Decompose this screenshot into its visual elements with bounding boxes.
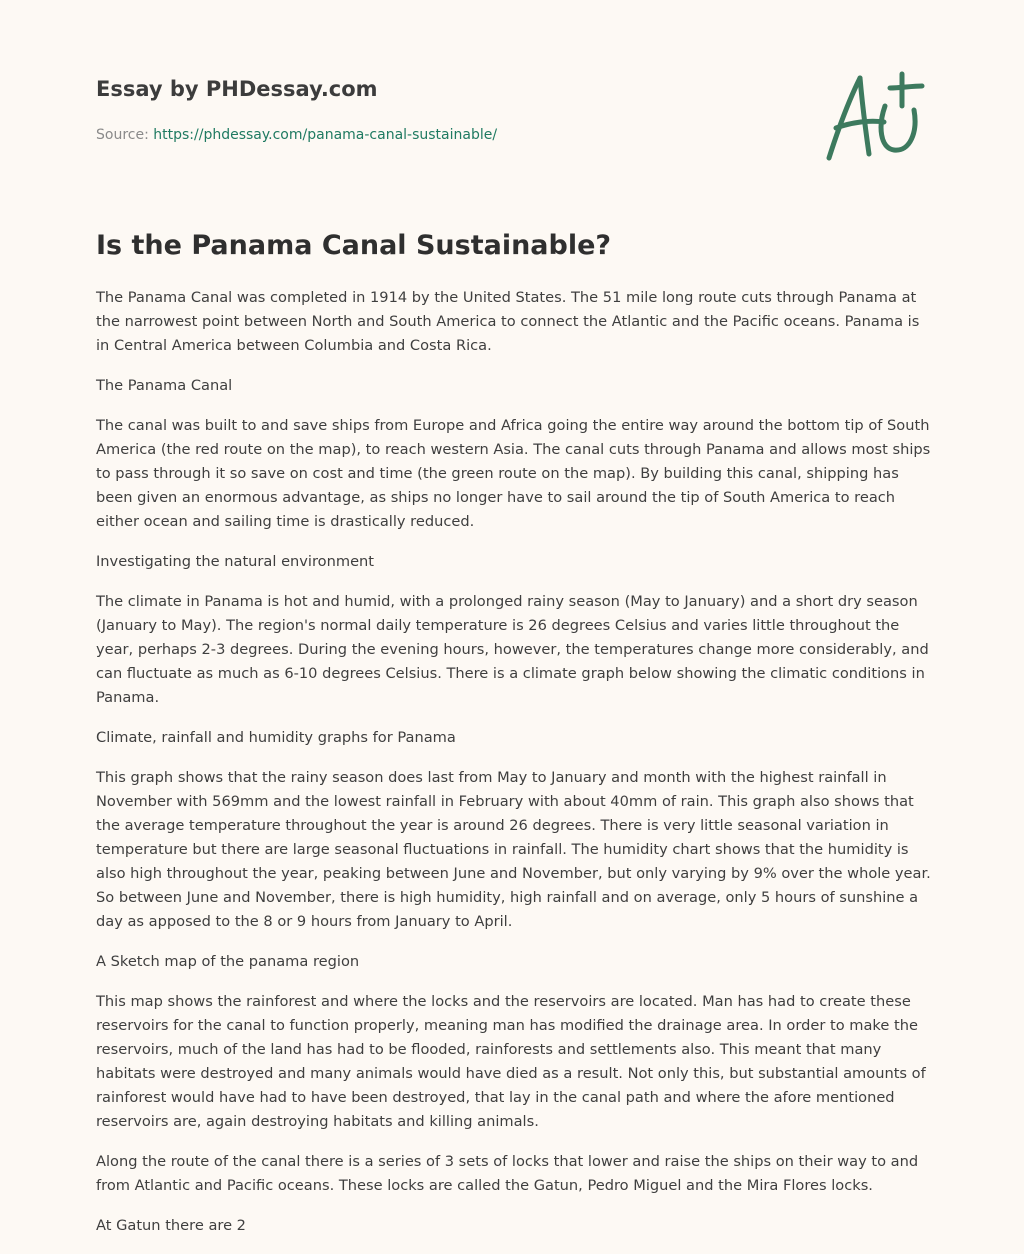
section-heading: The Panama Canal: [96, 377, 233, 394]
essay-body: [96, 226, 934, 1254]
paragraph: This map shows the rainforest and where the locks and the reservoirs are located. Man has had to create these reservoirs for the canal to function properly, meaning man has modified the drainage area. In order to make the reservoirs, much of the land has had to be flooded, rainforests and settlements also. This meant that many habitats were destroyed and many animals would have died as a result. Not only this, but substantial amounts of rainforest would have had to have been destroyed, that lay in the canal path and where the afore mentioned reservoirs are, again destroying habitats and killing animals.: [96, 993, 926, 1130]
paragraph: This graph shows that the rainy season does last from May to January and month with the highest rainfall in November with 569mm and the lowest rainfall in February with about 40mm of rain. This graph also shows that the average temperature throughout the year is around 26 degrees. There is very little seasonal variation in temperature but there are large seasonal fluctuations in rainfall. The humidity chart shows that the humidity is also high throughout the year, peaking between June and November, but only varying by 9% over the whole year. So between June and November, there is high humidity, high rainfall and on average, only 5 hours of sunshine a day as apposed to the 8 or 9 hours from January to April.: [96, 769, 931, 930]
essay-title: Is the Panama Canal Sustainable?: [96, 230, 612, 261]
paragraph: The Panama Canal was completed in 1914 by the United States. The 51 mile long route cuts through Panama at the narrowest point between North and South America to connect the Atlantic and the Pacific oceans. Panama is in Central America between Columbia and Costa Rica.: [96, 289, 920, 354]
a-plus-logo-icon: [822, 66, 928, 166]
source-line: [96, 125, 796, 145]
source-label: Source:: [96, 127, 154, 143]
section-heading: Investigating the natural environment: [96, 553, 375, 570]
source-link[interactable]: https://phdessay.com/panama-canal-sustainable/: [153, 127, 498, 143]
section-heading: Climate, rainfall and humidity graphs for Panama: [96, 729, 456, 746]
paragraph: The canal was built to and save ships from Europe and Africa going the entire way around the bottom tip of South America (the red route on the map), to reach western Asia. The canal cuts through Panama and allows most ships to pass through it so save on cost and time (the green route on the map). By building this canal, shipping has been given an enormous advantage, as ships no longer have to sail around the tip of South America to reach either ocean and sailing time is drastically reduced.: [96, 417, 931, 530]
site-title: Essay by PHDessay.com: [96, 77, 378, 101]
paragraph: The climate in Panama is hot and humid, with a prolonged rainy season (May to January) and a short dry season (January to May). The region's normal daily temperature is 26 degrees Celsius and varies little throughout the year, perhaps 2-3 degrees. During the evening hours, however, the temperatures change more considerably, and can fluctuate as much as 6-10 degrees Celsius. There is a climate graph below showing the climatic conditions in Panama.: [96, 593, 929, 706]
page-header: [96, 74, 796, 145]
paragraph: At Gatun there are 2: [96, 1217, 246, 1234]
section-heading: A Sketch map of the panama region: [96, 953, 360, 970]
paragraph: Along the route of the canal there is a series of 3 sets of locks that lower and raise the ships on their way to and from Atlantic and Pacific oceans. These locks are called the Gatun, Pedro Miguel and the Mira Flores locks.: [96, 1153, 919, 1194]
